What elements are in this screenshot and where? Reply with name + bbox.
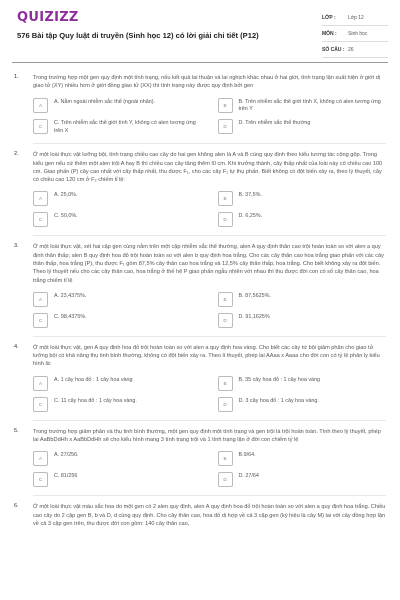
option-text: C. 98,4375%. xyxy=(54,313,87,320)
meta-table xyxy=(322,10,388,58)
option-text: C. Trên nhiễm sắc thể giới tính Y, không có alen tương ứng trên X xyxy=(54,120,196,134)
option-letter-box[interactable]: A xyxy=(33,376,48,391)
option-letter-box[interactable]: C xyxy=(33,313,48,328)
option-letter-box[interactable]: B xyxy=(218,376,233,391)
option-text: B.9/64. xyxy=(238,452,256,459)
answer-option[interactable] xyxy=(218,212,387,227)
option-letter-box[interactable]: C xyxy=(33,472,48,487)
option-letter-box[interactable]: D xyxy=(218,313,233,328)
option-letter-box[interactable]: C xyxy=(33,119,48,134)
option-letter-box[interactable]: D xyxy=(218,397,233,412)
option-letter-box[interactable]: C xyxy=(33,397,48,412)
question-divider xyxy=(33,420,386,421)
question-text: Ở một loài thực vật, xét hai cặp gen cùng nằm trên một cặp nhiễm sắc thể thường, alen A quy định thân cao trội hoàn toàn so với alen a quy định thân thấp; alen B quy định hoa đỏ trội hoàn toàn so với alen b quy định hoa trắng. Cho các cây thân cao hoa trắng giao phấn với các cây thân thấp, hoa trắng (P), thu được F₁ gồm 87,5% cây thân cao hoa trắng và 12,5% cây thân thấp, hoa trắng. Cho biết không xảy ra đột biến. Theo lý thuyết nếu cho các cây thân cao, hoa trắng ở thế hệ P giao phấn ngẫu nhiên với nhau thì thu được đời con có số cây thân cao, hoa trắng chiếm tỉ lệ xyxy=(33,244,384,284)
question-item xyxy=(0,503,400,528)
question-text: Ở một loài thực vật, gen A quy định hoa đỏ trội hoàn toàn so với alen a quy định hoa vàng. Cho biết các cây tứ bội giảm phân cho giao tử lưỡng bội có khả năng thụ tinh bình thường, không có đột biến xảy ra. Theo lí thuyết, phép lai AAaa x Aaaa cho đời con có tỷ lệ phân ly kiểu hình là: xyxy=(33,344,380,368)
question-divider xyxy=(33,336,386,337)
option-text: A. Nằm ngoài nhiễm sắc thể (ngoài nhân). xyxy=(54,98,155,105)
option-text: B. 35 cây hoa đỏ : 1 cây hoa vàng xyxy=(238,376,321,383)
meta-key: LỚP : xyxy=(322,14,336,21)
answer-option[interactable] xyxy=(218,313,387,328)
option-text: A. 1 cây hoa đỏ : 1 cây hoa vàng xyxy=(54,376,133,383)
meta-value: Sinh học xyxy=(348,30,368,37)
question-number: 3. xyxy=(14,243,19,250)
question-item xyxy=(0,428,400,497)
answer-option[interactable] xyxy=(33,98,202,114)
answer-option[interactable] xyxy=(33,397,202,412)
question-text: Ở một loài thực vật lưỡng bội, tính trạng chiều cao cây do hai gen không alen là A và B cùng quy định theo kiểu tương tác cộng gộp. Trong kiểu gen nếu cứ thêm một alen trội A hay B thì chiều cao cây tăng thêm l0 cm. Khi trưởng thành, cây thấp nhất của loài này có chiều cao 100 cm. Giao phấn (P) cây cao nhất với cây thấp nhất, thu được F₁, cho các cây F₁ tự thụ phấn. Biết không có đột biến xảy ra, theo lý thuyết, cây có chiều cao 120 cm ở F₂ chiếm tỉ lệ: xyxy=(33,152,383,184)
option-text: C. 11 cây hoa đỏ : 1 cây hoa vàng. xyxy=(54,397,137,404)
option-text: D. 6,25%. xyxy=(238,213,263,220)
answer-options xyxy=(33,451,386,487)
option-text: D. 91,1625% xyxy=(238,313,270,320)
option-letter-box[interactable]: B xyxy=(218,191,233,206)
option-text: C. 81/256 xyxy=(54,473,78,480)
answer-option[interactable] xyxy=(218,397,387,412)
answer-option[interactable] xyxy=(218,376,387,391)
option-text: D. Trên nhiễm sắc thể thường xyxy=(238,120,311,127)
question-text: Trong trường hợp giảm phân và thụ tinh bình thường, một gen quy định một tính trạng và gen trội là trội hoàn toàn. Tính theo lý thuyết, phép lai AaBbDdHh x AaBbDdHh sẽ cho kiểu hình mang 3 tính trạng trội và 1 tính trạng lặn ở đời con chiếm tỷ lệ xyxy=(33,428,381,444)
meta-key: SỐ CÂU : xyxy=(322,46,345,53)
quizizz-logo[interactable]: QUIZIZZ xyxy=(17,10,79,25)
question-number: 2. xyxy=(14,151,19,158)
option-text: D. 3 cây hoa đỏ : 1 cây hoa vàng. xyxy=(238,397,319,404)
question-text: Ở một loài thực vật màu sắc hoa do một gen có 2 alen quy định, alen A quy định hoa đỏ trội hoàn toàn so với alen a quy định hoa trắng. Chiều cao cây do 2 cặp gen B, b và D, d cùng quy định. Cho cây thân cao, hoa đỏ dị hợp về cả 3 cặp gen (ký hiệu là cây M) lai với cây đồng hợp lặn về cả 3 cặp gen trên, thu được đời con gồm: 140 cây thân cao, xyxy=(33,504,386,527)
question-divider xyxy=(33,143,386,144)
answer-options xyxy=(33,98,386,136)
option-letter-box[interactable]: B xyxy=(218,292,233,307)
answer-option[interactable] xyxy=(33,292,202,307)
question-number: 6. xyxy=(14,503,19,510)
question-number: 4. xyxy=(14,343,19,350)
answer-options xyxy=(33,376,386,412)
meta-row xyxy=(322,26,388,42)
option-letter-box[interactable]: D xyxy=(218,472,233,487)
answer-option[interactable] xyxy=(33,313,202,328)
page-title: 576 Bài tập Quy luật di truyền (Sinh học 12) có lời giải chi tiết (P12) xyxy=(17,31,259,40)
question-divider xyxy=(33,235,386,236)
answer-option[interactable] xyxy=(218,98,387,114)
header-divider xyxy=(12,62,388,63)
answer-options xyxy=(33,191,386,227)
option-text: C. 50,0%. xyxy=(54,213,78,220)
question-item xyxy=(0,151,400,236)
answer-option[interactable] xyxy=(218,119,387,135)
answer-option[interactable] xyxy=(218,451,387,466)
question-item xyxy=(0,74,400,144)
option-letter-box[interactable]: A xyxy=(33,191,48,206)
option-letter-box[interactable]: A xyxy=(33,292,48,307)
option-letter-box[interactable]: D xyxy=(218,119,233,134)
question-divider xyxy=(33,495,386,496)
option-text: D. 27/64 xyxy=(238,473,259,480)
answer-option[interactable] xyxy=(218,292,387,307)
option-letter-box[interactable]: B xyxy=(218,98,233,113)
question-number: 5. xyxy=(14,427,19,434)
question-list xyxy=(0,74,400,535)
option-letter-box[interactable]: B xyxy=(218,451,233,466)
answer-option[interactable] xyxy=(218,472,387,487)
option-text: A. 23,4375%. xyxy=(54,292,87,299)
option-letter-box[interactable]: C xyxy=(33,212,48,227)
option-text: A. 27/256. xyxy=(54,452,79,459)
option-text: A. 25,0%. xyxy=(54,192,78,199)
meta-row xyxy=(322,42,388,58)
question-item xyxy=(0,344,400,421)
option-letter-box[interactable]: D xyxy=(218,212,233,227)
answer-option[interactable] xyxy=(33,191,202,206)
option-letter-box[interactable]: A xyxy=(33,451,48,466)
answer-option[interactable] xyxy=(33,376,202,391)
option-text: B. 87,5625%. xyxy=(238,292,271,299)
option-text: B. 37,5%. xyxy=(238,192,262,199)
question-item xyxy=(0,243,400,336)
question-number: 1. xyxy=(14,74,19,80)
answer-option[interactable] xyxy=(33,212,202,227)
answer-option[interactable] xyxy=(33,451,202,466)
meta-row xyxy=(322,10,388,26)
question-text: Trong trường hợp một gen quy định một tính trạng, nếu kết quả lai thuận và lai nghịch khác nhau ở hai giới, tính trạng lặn xuất hiện ở giới dị giao tử (XY) nhiều hơn ở giới đồng giao tử (XX) thì tính trạng này được quy định bởi gen xyxy=(33,75,381,90)
meta-key: MÔN : xyxy=(322,30,337,37)
meta-value: Lớp 12 xyxy=(348,14,364,21)
meta-value: 26 xyxy=(348,46,354,53)
answer-options xyxy=(33,292,386,328)
answer-option[interactable] xyxy=(218,191,387,206)
answer-option[interactable] xyxy=(33,472,202,487)
answer-option[interactable] xyxy=(33,119,202,135)
option-text: B. Trên nhiễm sắc thể giới tính X, không có alen tương ứng trên Y xyxy=(238,98,381,112)
header xyxy=(0,0,400,60)
option-letter-box[interactable]: A xyxy=(33,98,48,113)
